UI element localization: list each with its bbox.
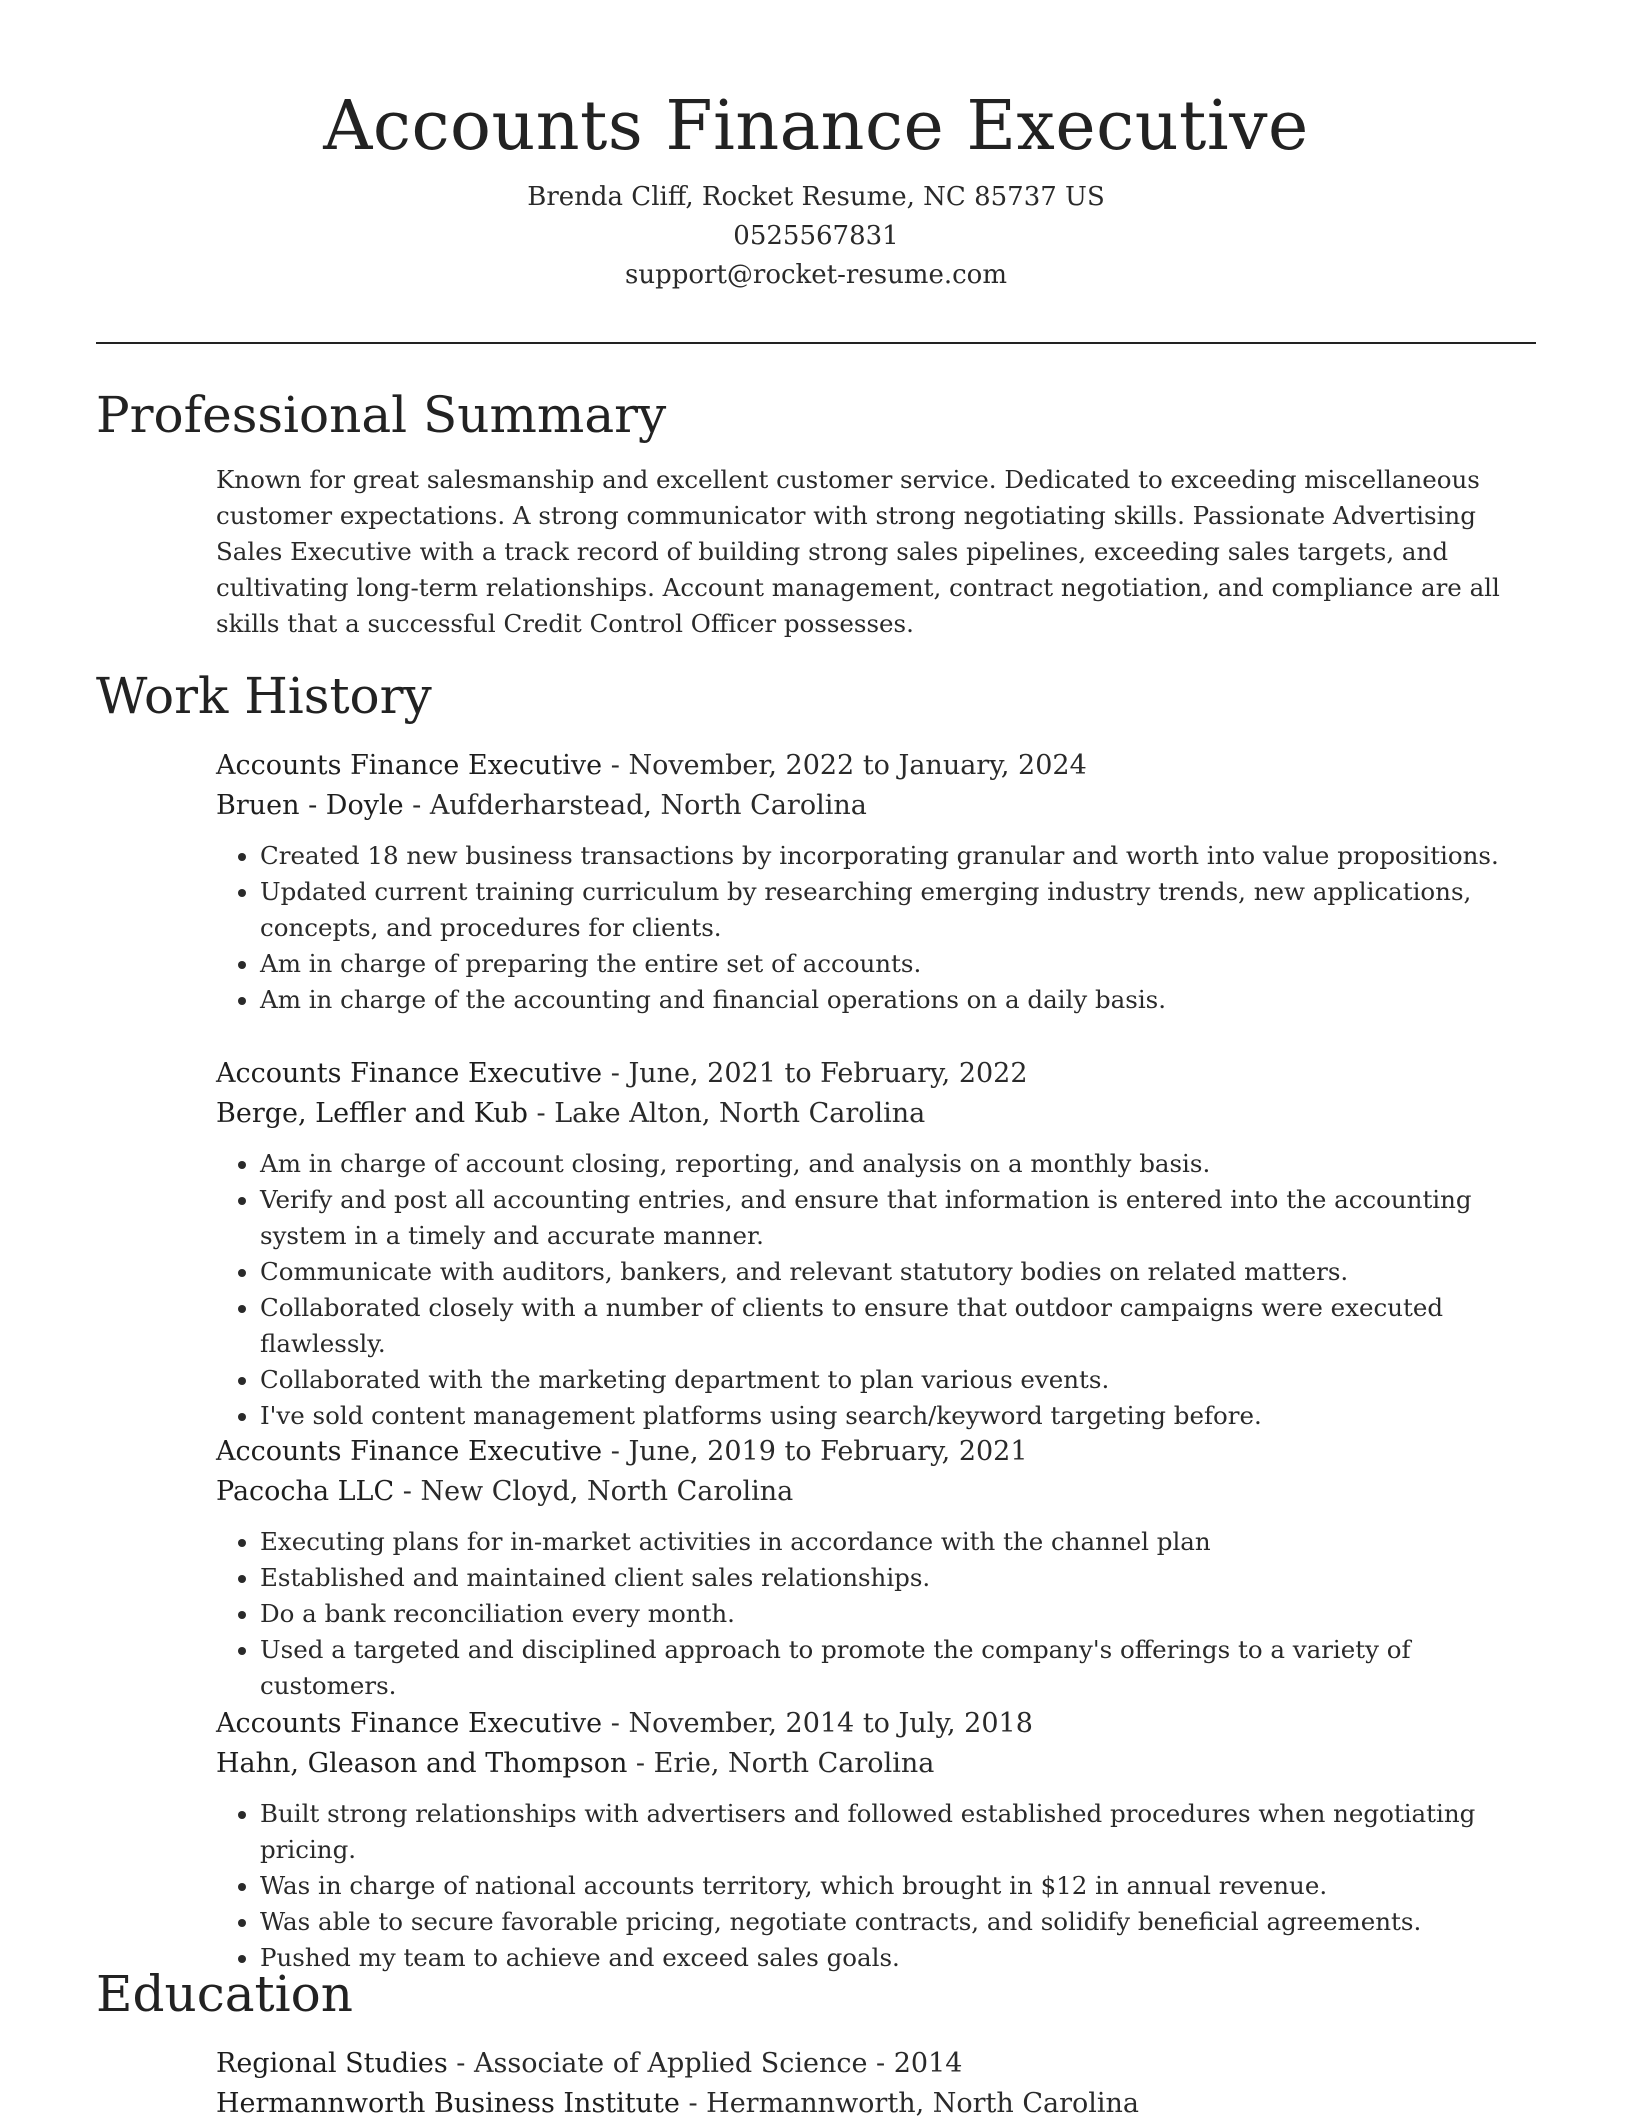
list-item: • Am in charge of preparing the entire set of accounts. [260, 946, 1538, 982]
header-divider [96, 342, 1536, 344]
list-item: • Collaborated closely with a number of clients to ensure that outdoor campaigns were executed flawlessly. [260, 1290, 1538, 1362]
contact-address: Brenda Cliff, Rocket Resume, NC 85737 US [527, 182, 1105, 212]
job-location: Erie, North Carolina [653, 1748, 935, 1779]
list-item: • Do a bank reconciliation every month. [260, 1596, 1538, 1632]
job-title-line: Accounts Finance Executive - November, 2014 to July, 2018 [216, 1708, 1033, 1739]
job-entry [216, 746, 1538, 1018]
job-entry [216, 1054, 1538, 1434]
job-role: Accounts Finance Executive [216, 750, 603, 781]
education-year: 2014 [893, 2048, 963, 2079]
education-school: Hermannworth Business Institute [216, 2088, 680, 2119]
education-degree-line: Regional Studies - Associate of Applied Science - 2014 [216, 2048, 963, 2079]
job-company: Bruen - Doyle [216, 790, 404, 821]
list-item: • Am in charge of the accounting and financial operations on a daily basis. [260, 982, 1538, 1018]
job-role: Accounts Finance Executive [216, 1058, 603, 1089]
contact-email: support@rocket-resume.com [624, 260, 1007, 290]
job-company-line: Berge, Leffler and Kub - Lake Alton, North Carolina [216, 1098, 926, 1129]
job-location: New Cloyd, North Carolina [420, 1476, 794, 1507]
job-bullets [216, 1796, 1538, 1976]
list-item: • Am in charge of account closing, reporting, and analysis on a monthly basis. [260, 1146, 1538, 1182]
job-title-line: Accounts Finance Executive - November, 2022 to January, 2024 [216, 750, 1087, 781]
list-item: • Was in charge of national accounts territory, which brought in $12 in annual revenue. [260, 1868, 1538, 1904]
job-role: Accounts Finance Executive [216, 1708, 603, 1739]
job-dates: June, 2019 to February, 2021 [628, 1436, 1028, 1467]
list-item: • Established and maintained client sales relationships. [260, 1560, 1538, 1596]
job-bullets [216, 838, 1538, 1018]
list-item: • Pushed my team to achieve and exceed sales goals. [260, 1940, 1538, 1976]
resume-header [96, 82, 1536, 295]
job-company-line: Hahn, Gleason and Thompson - Erie, North Carolina [216, 1748, 935, 1779]
list-item: • Collaborated with the marketing department to plan various events. [260, 1362, 1538, 1398]
job-title-line: Accounts Finance Executive - June, 2021 to February, 2022 [216, 1058, 1028, 1089]
job-entry [216, 1432, 1538, 1704]
list-item: • Communicate with auditors, bankers, and relevant statutory bodies on related matters. [260, 1254, 1538, 1290]
list-item: • Verify and post all accounting entries, and ensure that information is entered into the accounting system in a timely and accurate manner. [260, 1182, 1538, 1254]
job-dates: November, 2022 to January, 2024 [628, 750, 1087, 781]
job-location: Lake Alton, North Carolina [554, 1098, 926, 1129]
list-item: • I've sold content management platforms using search/keyword targeting before. [260, 1398, 1538, 1434]
job-company-line: Pacocha LLC - New Cloyd, North Carolina [216, 1476, 794, 1507]
resume-name: Accounts Finance Executive [323, 87, 1309, 166]
list-item: • Built strong relationships with advertisers and followed established procedures when negotiating pricing. [260, 1796, 1538, 1868]
job-entry [216, 1704, 1538, 1976]
contact-info [96, 178, 1536, 295]
summary-heading: Professional Summary [96, 386, 667, 444]
job-location: Aufderharstead, North Carolina [429, 790, 867, 821]
education-school-line: Hermannworth Business Institute - Hermannworth, North Carolina [216, 2088, 1140, 2119]
job-dates: June, 2021 to February, 2022 [628, 1058, 1028, 1089]
job-bullets [216, 1524, 1538, 1704]
summary-text: Known for great salesmanship and excellent customer service. Dedicated to exceeding miscellaneous customer expectations. A strong communicator with strong negotiating skills. Passionate Advertising Sales Executive with a track record of building strong sales pipelines, exceeding sales targets, and cultivating long-term relationships. Account management, contract negotiation, and compliance are all skills that a successful Credit Control Officer possesses. [216, 465, 1500, 638]
list-item: • Updated current training curriculum by researching emerging industry trends, new applications, concepts, and procedures for clients. [260, 874, 1538, 946]
list-item: • Created 18 new business transactions by incorporating granular and worth into value propositions. [260, 838, 1538, 874]
list-item: • Executing plans for in-market activities in accordance with the channel plan [260, 1524, 1538, 1560]
job-dates: November, 2014 to July, 2018 [628, 1708, 1033, 1739]
education-heading: Education [96, 1965, 353, 2023]
job-role: Accounts Finance Executive [216, 1436, 603, 1467]
education-location: Hermannworth, North Carolina [706, 2088, 1140, 2119]
education-degree: Associate of Applied Science [473, 2048, 868, 2079]
job-company: Hahn, Gleason and Thompson [216, 1748, 628, 1779]
job-company-line: Bruen - Doyle - Aufderharstead, North Carolina [216, 790, 867, 821]
job-company: Berge, Leffler and Kub [216, 1098, 528, 1129]
job-bullets [216, 1146, 1538, 1434]
job-company: Pacocha LLC [216, 1476, 395, 1507]
list-item: • Was able to secure favorable pricing, negotiate contracts, and solidify beneficial agreements. [260, 1904, 1538, 1940]
work-history-heading: Work History [96, 667, 432, 725]
education-entry [216, 2044, 1538, 2124]
contact-phone: 0525567831 [733, 221, 899, 251]
education-field: Regional Studies [216, 2048, 448, 2079]
list-item: • Used a targeted and disciplined approach to promote the company's offerings to a variety of customers. [260, 1632, 1538, 1704]
job-title-line: Accounts Finance Executive - June, 2019 to February, 2021 [216, 1436, 1028, 1467]
